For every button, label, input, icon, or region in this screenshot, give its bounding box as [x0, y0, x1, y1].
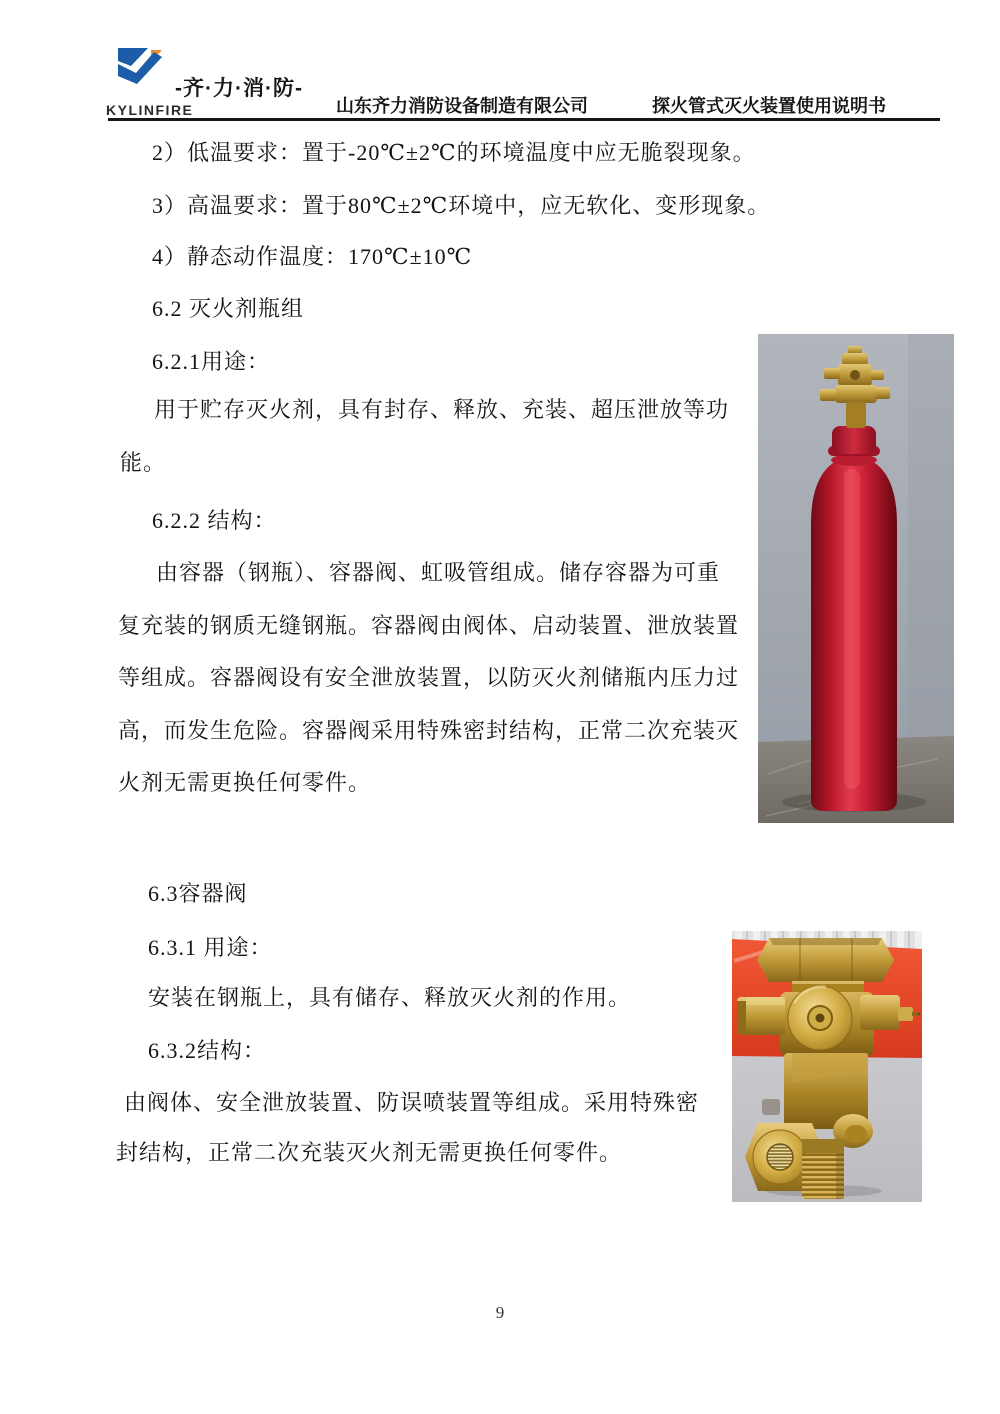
- section-heading: 6.3.1 用途：: [148, 935, 273, 960]
- body-line: 4）静态动作温度：170℃±10℃: [152, 244, 473, 269]
- body-line: 复充装的钢质无缝钢瓶。容器阀由阀体、启动装置、泄放装置: [118, 613, 740, 638]
- body-line: 2）低温要求：置于-20℃±2℃的环境温度中应无脆裂现象。: [152, 140, 756, 165]
- page-number: 9: [495, 1303, 505, 1322]
- kylinfire-logo-icon: [118, 46, 162, 84]
- body-line: 用于贮存灭火剂，具有封存、释放、充装、超压泄放等功: [154, 397, 730, 422]
- logo-slogan: -齐·力·消·防-: [175, 77, 303, 100]
- body-line: 火剂无需更换任何零件。: [118, 770, 372, 795]
- document-title: 探火管式灭火装置使用说明书: [652, 96, 886, 116]
- body-line: 高，而发生危险。容器阀采用特殊密封结构，正常二次充装灭: [118, 718, 740, 743]
- body-line: 3）高温要求：置于80℃±2℃环境中，应无软化、变形现象。: [152, 193, 771, 218]
- section-heading: 6.3.2结构：: [148, 1038, 267, 1063]
- brand-text: KYLINFIRE: [106, 102, 194, 118]
- body-line: 等组成。容器阀设有安全泄放装置，以防灭火剂储瓶内压力过: [118, 665, 740, 690]
- body-line: 由阀体、安全泄放装置、防误喷装置等组成。采用特殊密: [124, 1090, 700, 1115]
- company-name: 山东齐力消防设备制造有限公司: [336, 96, 588, 116]
- container-valve-photo: [732, 931, 922, 1202]
- body-line: 安装在钢瓶上，具有储存、释放灭火剂的作用。: [148, 985, 632, 1010]
- body-line: 由容器（钢瓶）、容器阀、虹吸管组成。储存容器为可重: [156, 560, 721, 585]
- container-valve-illustration: [732, 931, 922, 1202]
- body-line: 封结构，正常二次充装灭火剂无需更换任何零件。: [116, 1140, 623, 1165]
- section-heading: 6.3容器阀: [148, 881, 248, 906]
- agent-cylinder-photo: [758, 334, 954, 823]
- section-heading: 6.2.1用途：: [152, 349, 271, 374]
- body-line: 能。: [120, 450, 167, 475]
- section-heading: 6.2 灭火剂瓶组: [152, 296, 305, 321]
- section-heading: 6.2.2 结构：: [152, 508, 277, 533]
- header-rule: [108, 118, 940, 121]
- agent-cylinder-illustration: [758, 334, 954, 823]
